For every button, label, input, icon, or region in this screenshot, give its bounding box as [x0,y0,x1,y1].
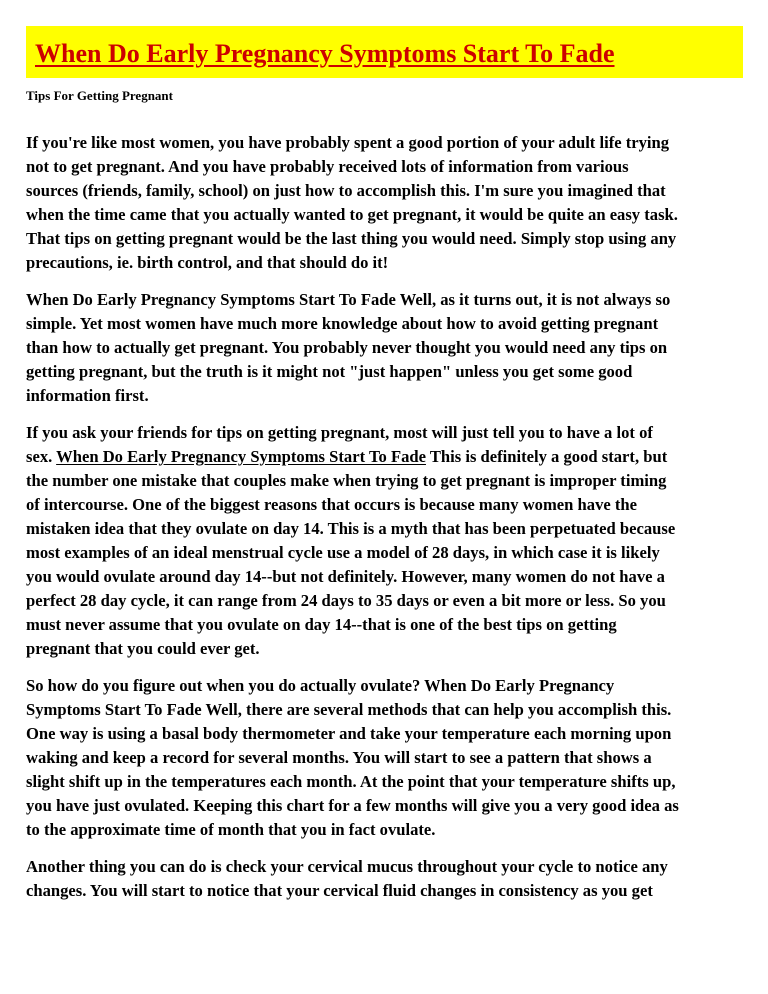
title-banner [26,26,743,78]
text-line: Another thing you can do is check your cervical mucus throughout your cycle to notice any [26,857,668,876]
line-prefix: sex. [26,447,57,466]
text-line: pregnant that you could ever get. [26,639,260,658]
text-line: you would ovulate around day 14--but not definitely. However, many women do not have a [26,567,665,586]
text-line: you have just ovulated. Keeping this chart for a few months will give you a very good idea as [26,796,679,815]
text-line-with-link [26,445,746,469]
text-line: When Do Early Pregnancy Symptoms Start To Fade Well, as it turns out, it is not always so [26,290,671,309]
text-line: If you ask your friends for tips on getting pregnant, most will just tell you to have a lot of [26,423,653,442]
text-line: mistaken idea that they ovulate on day 14. This is a myth that has been perpetuated because [26,519,676,538]
text-line: waking and keep a record for several months. You will start to see a pattern that shows a [26,748,652,767]
text-line: getting pregnant, but the truth is it might not "just happen" unless you get some good [26,362,633,381]
text-line: If you're like most women, you have probably spent a good portion of your adult life trying [26,133,670,152]
text-line: when the time came that you actually wanted to get pregnant, it would be quite an easy task. [26,205,678,224]
paragraph-4 [26,674,746,842]
text-line: So how do you figure out when you do actually ovulate? When Do Early Pregnancy [26,676,615,695]
paragraph-3 [26,421,746,661]
text-line: of intercourse. One of the biggest reasons that occurs is because many women have the [26,495,637,514]
text-line: One way is using a basal body thermometer and take your temperature each morning upon [26,724,672,743]
text-line: to the approximate time of month that you in fact ovulate. [26,820,436,839]
text-line: simple. Yet most women have much more knowledge about how to avoid getting pregnant [26,314,659,333]
document-title: When Do Early Pregnancy Symptoms Start To Fade [35,39,615,68]
line-suffix: This is definitely a good start, but [425,447,668,466]
text-line: than how to actually get pregnant. You probably never thought you would need any tips on [26,338,668,357]
text-line: Symptoms Start To Fade Well, there are several methods that can help you accomplish this. [26,700,672,719]
text-line: information first. [26,386,149,405]
paragraph-5 [26,855,746,903]
text-line: perfect 28 day cycle, it can range from 24 days to 35 days or even a bit more or less. So you [26,591,666,610]
text-line: not to get pregnant. And you have probably received lots of information from various [26,157,629,176]
text-line: slight shift up in the temperatures each month. At the point that your temperature shifts up, [26,772,676,791]
text-line: most examples of an ideal menstrual cycle use a model of 28 days, in which case it is likely [26,543,660,562]
text-line: changes. You will start to notice that your cervical fluid changes in consistency as you get [26,881,653,900]
article-title-link[interactable]: When Do Early Pregnancy Symptoms Start To Fade [56,447,426,466]
paragraph-2 [26,288,746,408]
text-line: sources (friends, family, school) on just how to accomplish this. I'm sure you imagined that [26,181,666,200]
text-line: the number one mistake that couples make when trying to get pregnant is improper timing [26,471,667,490]
document-subtitle: Tips For Getting Pregnant [26,88,173,103]
text-line: That tips on getting pregnant would be the last thing you would need. Simply stop using any [26,229,677,248]
text-line: precautions, ie. birth control, and that should do it! [26,253,389,272]
text-line: must never assume that you ovulate on day 14--that is one of the best tips on getting [26,615,617,634]
article-body [26,131,746,916]
paragraph-1 [26,131,746,275]
